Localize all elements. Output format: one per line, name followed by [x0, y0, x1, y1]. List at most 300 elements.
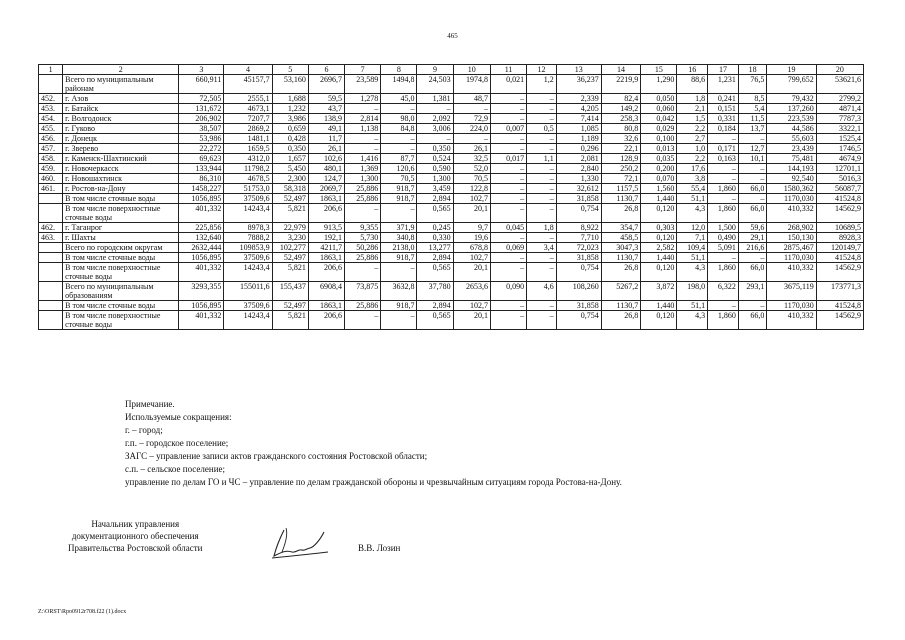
value-cell: 0,120: [641, 233, 677, 243]
value-cell: 206,6: [308, 204, 344, 223]
value-cell: 340,8: [381, 233, 417, 243]
value-cell: –: [527, 311, 557, 330]
value-cell: 2,894: [417, 301, 453, 311]
signatory-title: [68, 518, 202, 554]
value-cell: 1974,8: [453, 75, 490, 94]
value-cell: 1863,1: [308, 194, 344, 204]
value-cell: 198,0: [677, 282, 708, 301]
value-cell: 0,017: [490, 154, 526, 164]
value-cell: –: [490, 194, 526, 204]
value-cell: 4,6: [527, 282, 557, 301]
value-cell: 0,029: [641, 124, 677, 134]
value-cell: 11798,2: [224, 164, 272, 174]
table-row: [39, 94, 864, 104]
row-label-cell: В том числе сточные воды: [63, 301, 179, 311]
row-number-cell: [39, 311, 63, 330]
row-label-cell: В том числе поверхностные сточные воды: [63, 204, 179, 223]
value-cell: 0,021: [490, 75, 526, 94]
value-cell: 3,4: [527, 243, 557, 253]
value-cell: 0,042: [641, 114, 677, 124]
row-label-cell: г. Донецк: [63, 134, 179, 144]
value-cell: 3,459: [417, 184, 453, 194]
handwritten-signature: [262, 522, 332, 566]
value-cell: 1863,1: [308, 253, 344, 263]
value-cell: 1,440: [641, 301, 677, 311]
value-cell: 0,565: [417, 263, 453, 282]
value-cell: –: [381, 311, 417, 330]
value-cell: 102,277: [272, 243, 308, 253]
value-cell: 26,1: [308, 144, 344, 154]
value-cell: 53,986: [179, 134, 224, 144]
value-cell: 10,1: [738, 154, 767, 164]
file-path-footer: Z:\ORST\Rpo0912r708.f22 (1).docx: [38, 609, 127, 615]
value-cell: –: [381, 263, 417, 282]
value-cell: 678,8: [453, 243, 490, 253]
value-cell: 120149,7: [816, 243, 863, 253]
table-row: [39, 311, 864, 330]
value-cell: 25,886: [345, 301, 381, 311]
value-cell: –: [490, 301, 526, 311]
value-cell: 52,497: [272, 253, 308, 263]
value-cell: 8928,3: [816, 233, 863, 243]
value-cell: 23,589: [345, 75, 381, 94]
value-cell: –: [417, 104, 453, 114]
value-cell: 1,657: [272, 154, 308, 164]
row-number-cell: 456.: [39, 134, 63, 144]
value-cell: 2,300: [272, 174, 308, 184]
value-cell: –: [490, 311, 526, 330]
value-cell: 1130,7: [601, 301, 640, 311]
value-cell: 206,6: [308, 263, 344, 282]
value-cell: 32,612: [556, 184, 601, 194]
value-cell: 1,300: [345, 174, 381, 184]
value-cell: 913,5: [308, 223, 344, 233]
data-table: [38, 64, 864, 330]
row-number-cell: 455.: [39, 124, 63, 134]
value-cell: 2,840: [556, 164, 601, 174]
value-cell: 0,241: [708, 94, 739, 104]
value-cell: –: [527, 233, 557, 243]
table-row: [39, 233, 864, 243]
value-cell: 51,1: [677, 194, 708, 204]
value-cell: 149,2: [601, 104, 640, 114]
value-cell: 1,860: [708, 204, 739, 223]
value-cell: 1,1: [527, 154, 557, 164]
value-cell: 66,0: [738, 204, 767, 223]
row-label-cell: г. Каменск-Шахтинский: [63, 154, 179, 164]
value-cell: –: [490, 104, 526, 114]
value-cell: –: [345, 134, 381, 144]
row-number-cell: 461.: [39, 184, 63, 194]
value-cell: 7888,2: [224, 233, 272, 243]
value-cell: –: [708, 164, 739, 174]
value-cell: 1130,7: [601, 194, 640, 204]
value-cell: 1,416: [345, 154, 381, 164]
value-cell: 410,332: [767, 204, 816, 223]
value-cell: –: [708, 253, 739, 263]
value-cell: 4673,1: [224, 104, 272, 114]
note-line: ЗАГС – управление записи актов гражданского состояния Ростовской области;: [125, 451, 428, 461]
row-number-cell: 452.: [39, 94, 63, 104]
row-label-cell: В том числе сточные воды: [63, 194, 179, 204]
value-cell: 52,497: [272, 194, 308, 204]
value-cell: 12,0: [677, 223, 708, 233]
value-cell: 22,1: [601, 144, 640, 154]
value-cell: 102,7: [453, 194, 490, 204]
value-cell: 410,332: [767, 311, 816, 330]
value-cell: 66,0: [738, 184, 767, 194]
value-cell: 0,331: [708, 114, 739, 124]
row-label-cell: В том числе сточные воды: [63, 253, 179, 263]
value-cell: 410,332: [767, 263, 816, 282]
note-line: с.п. – сельское поселение;: [125, 464, 226, 474]
value-cell: 32,5: [453, 154, 490, 164]
value-cell: 0,035: [641, 154, 677, 164]
value-cell: –: [527, 194, 557, 204]
value-cell: 918,7: [381, 253, 417, 263]
value-cell: 1746,5: [816, 144, 863, 154]
value-cell: 1,085: [556, 124, 601, 134]
value-cell: 155011,6: [224, 282, 272, 301]
table-row: [39, 174, 864, 184]
value-cell: 3675,119: [767, 282, 816, 301]
value-cell: 75,481: [767, 154, 816, 164]
value-cell: 12701,1: [816, 164, 863, 174]
column-number-cell: 3: [179, 65, 224, 75]
value-cell: 1,440: [641, 194, 677, 204]
value-cell: –: [453, 134, 490, 144]
value-cell: 2,582: [641, 243, 677, 253]
table-row: [39, 124, 864, 134]
value-cell: 216,6: [738, 243, 767, 253]
value-cell: 120,6: [381, 164, 417, 174]
value-cell: 150,130: [767, 233, 816, 243]
column-number-cell: 8: [381, 65, 417, 75]
value-cell: 3,230: [272, 233, 308, 243]
value-cell: 1,8: [527, 223, 557, 233]
value-cell: 3322,1: [816, 124, 863, 134]
value-cell: –: [738, 194, 767, 204]
value-cell: –: [490, 144, 526, 154]
table-row: [39, 114, 864, 124]
value-cell: 51,1: [677, 301, 708, 311]
value-cell: 14562,9: [816, 204, 863, 223]
value-cell: 0,045: [490, 223, 526, 233]
value-cell: –: [490, 253, 526, 263]
value-cell: 137,260: [767, 104, 816, 114]
value-cell: 84,8: [381, 124, 417, 134]
value-cell: 1,369: [345, 164, 381, 174]
value-cell: 109853,9: [224, 243, 272, 253]
value-cell: 2555,1: [224, 94, 272, 104]
value-cell: 53621,6: [816, 75, 863, 94]
value-cell: 1,300: [417, 174, 453, 184]
value-cell: 0,659: [272, 124, 308, 134]
value-cell: 1481,1: [224, 134, 272, 144]
table-row: [39, 104, 864, 114]
value-cell: 14562,9: [816, 311, 863, 330]
value-cell: 132,640: [179, 233, 224, 243]
value-cell: 87,7: [381, 154, 417, 164]
value-cell: 37509,6: [224, 253, 272, 263]
value-cell: 4,3: [677, 263, 708, 282]
value-cell: –: [738, 134, 767, 144]
column-number-cell: 16: [677, 65, 708, 75]
value-cell: 1494,8: [381, 75, 417, 94]
value-cell: –: [345, 144, 381, 154]
value-cell: –: [527, 253, 557, 263]
value-cell: 8,5: [738, 94, 767, 104]
value-cell: –: [738, 253, 767, 263]
value-cell: 52,0: [453, 164, 490, 174]
value-cell: 19,6: [453, 233, 490, 243]
value-cell: 0,007: [490, 124, 526, 134]
value-cell: 401,332: [179, 204, 224, 223]
value-cell: 88,6: [677, 75, 708, 94]
value-cell: –: [490, 233, 526, 243]
value-cell: 131,672: [179, 104, 224, 114]
value-cell: 3,872: [641, 282, 677, 301]
row-label-cell: г. Ростов-на-Дону: [63, 184, 179, 194]
value-cell: 1157,5: [601, 184, 640, 194]
value-cell: 20,1: [453, 311, 490, 330]
column-number-cell: 17: [708, 65, 739, 75]
value-cell: –: [527, 144, 557, 154]
signatory-title-line: документационного обеспечения: [71, 531, 199, 541]
column-number-cell: 4: [224, 65, 272, 75]
value-cell: –: [490, 94, 526, 104]
value-cell: 82,4: [601, 94, 640, 104]
row-number-cell: [39, 204, 63, 223]
value-cell: 258,3: [601, 114, 640, 124]
value-cell: 51753,0: [224, 184, 272, 194]
value-cell: –: [527, 204, 557, 223]
value-cell: 4,3: [677, 204, 708, 223]
value-cell: 72,9: [453, 114, 490, 124]
value-cell: 23,439: [767, 144, 816, 154]
value-cell: 55,4: [677, 184, 708, 194]
value-cell: 2,894: [417, 253, 453, 263]
row-label-cell: г. Новочеркасск: [63, 164, 179, 174]
table-row: [39, 75, 864, 94]
value-cell: 1,189: [556, 134, 601, 144]
row-label-cell: г. Батайск: [63, 104, 179, 114]
value-cell: 52,497: [272, 301, 308, 311]
table-row: [39, 282, 864, 301]
value-cell: 0,151: [708, 104, 739, 114]
value-cell: 0,050: [641, 94, 677, 104]
value-cell: –: [708, 174, 739, 184]
value-cell: 26,8: [601, 263, 640, 282]
value-cell: 73,875: [345, 282, 381, 301]
value-cell: –: [527, 134, 557, 144]
value-cell: 0,754: [556, 204, 601, 223]
row-label-cell: Всего по муниципальным районам: [63, 75, 179, 94]
value-cell: 14243,4: [224, 263, 272, 282]
value-cell: 1,2: [527, 75, 557, 94]
column-number-cell: 14: [601, 65, 640, 75]
value-cell: –: [527, 104, 557, 114]
value-cell: 0,754: [556, 311, 601, 330]
row-number-cell: 454.: [39, 114, 63, 124]
value-cell: 37509,6: [224, 301, 272, 311]
value-cell: 0,590: [417, 164, 453, 174]
value-cell: –: [490, 134, 526, 144]
value-cell: 25,886: [345, 184, 381, 194]
value-cell: 70,5: [381, 174, 417, 184]
value-cell: 0,350: [417, 144, 453, 154]
value-cell: 1,278: [345, 94, 381, 104]
value-cell: 22,979: [272, 223, 308, 233]
value-cell: 480,1: [308, 164, 344, 174]
value-cell: 5,730: [345, 233, 381, 243]
value-cell: 1,381: [417, 94, 453, 104]
value-cell: 43,7: [308, 104, 344, 114]
value-cell: 22,272: [179, 144, 224, 154]
note-line: Используемые сокращения:: [125, 412, 232, 422]
value-cell: 102,6: [308, 154, 344, 164]
value-cell: 45157,7: [224, 75, 272, 94]
value-cell: 0,565: [417, 311, 453, 330]
value-cell: 109,4: [677, 243, 708, 253]
value-cell: –: [381, 104, 417, 114]
value-cell: –: [417, 134, 453, 144]
value-cell: 48,7: [453, 94, 490, 104]
value-cell: 918,7: [381, 184, 417, 194]
value-cell: –: [527, 94, 557, 104]
value-cell: 0,090: [490, 282, 526, 301]
value-cell: 0,524: [417, 154, 453, 164]
value-cell: 13,7: [738, 124, 767, 134]
value-cell: 45,0: [381, 94, 417, 104]
value-cell: 7,1: [677, 233, 708, 243]
value-cell: 7,710: [556, 233, 601, 243]
value-cell: 6908,4: [308, 282, 344, 301]
row-label-cell: В том числе поверхностные сточные воды: [63, 311, 179, 330]
note-line: г. – город;: [125, 425, 163, 435]
value-cell: 98,0: [381, 114, 417, 124]
value-cell: 41524,8: [816, 253, 863, 263]
value-cell: 0,428: [272, 134, 308, 144]
value-cell: 92,540: [767, 174, 816, 184]
value-cell: 70,5: [453, 174, 490, 184]
value-cell: 122,8: [453, 184, 490, 194]
row-number-cell: [39, 75, 63, 94]
value-cell: 1,560: [641, 184, 677, 194]
value-cell: 5,091: [708, 243, 739, 253]
value-cell: 0,184: [708, 124, 739, 134]
value-cell: 3,006: [417, 124, 453, 134]
value-cell: –: [527, 164, 557, 174]
table-row: [39, 144, 864, 154]
value-cell: –: [738, 301, 767, 311]
value-cell: 155,437: [272, 282, 308, 301]
value-cell: 138,9: [308, 114, 344, 124]
value-cell: 37,780: [417, 282, 453, 301]
value-cell: 0,303: [641, 223, 677, 233]
value-cell: 108,260: [556, 282, 601, 301]
value-cell: 2,814: [345, 114, 381, 124]
value-cell: 1580,362: [767, 184, 816, 194]
value-cell: 2875,467: [767, 243, 816, 253]
value-cell: 5267,2: [601, 282, 640, 301]
row-number-cell: [39, 263, 63, 282]
value-cell: –: [381, 144, 417, 154]
value-cell: 4678,5: [224, 174, 272, 184]
value-cell: 1863,1: [308, 301, 344, 311]
column-number-cell: 2: [63, 65, 179, 75]
value-cell: 0,060: [641, 104, 677, 114]
value-cell: 3,986: [272, 114, 308, 124]
value-cell: 6,322: [708, 282, 739, 301]
column-number-cell: 13: [556, 65, 601, 75]
value-cell: 3293,355: [179, 282, 224, 301]
value-cell: 72,023: [556, 243, 601, 253]
value-cell: 0,245: [417, 223, 453, 233]
value-cell: –: [381, 204, 417, 223]
notes-section: [125, 398, 622, 489]
value-cell: 2,2: [677, 124, 708, 134]
value-cell: –: [490, 263, 526, 282]
value-cell: 2138,0: [381, 243, 417, 253]
value-cell: 1,500: [708, 223, 739, 233]
value-cell: 20,1: [453, 204, 490, 223]
row-label-cell: г. Волгодонск: [63, 114, 179, 124]
value-cell: 25,886: [345, 194, 381, 204]
value-cell: 12,7: [738, 144, 767, 154]
column-number-cell: 19: [767, 65, 816, 75]
row-label-cell: г. Таганрог: [63, 223, 179, 233]
value-cell: –: [381, 134, 417, 144]
value-cell: 51,1: [677, 253, 708, 263]
value-cell: 31,858: [556, 301, 601, 311]
value-cell: 1659,5: [224, 144, 272, 154]
value-cell: 102,7: [453, 253, 490, 263]
value-cell: 86,310: [179, 174, 224, 184]
table-row: [39, 134, 864, 144]
value-cell: 4871,4: [816, 104, 863, 114]
row-label-cell: г. Азов: [63, 94, 179, 104]
value-cell: 3047,3: [601, 243, 640, 253]
note-line: г.п. – городское поселение;: [125, 438, 229, 448]
value-cell: 17,6: [677, 164, 708, 174]
value-cell: 3,8: [677, 174, 708, 184]
value-cell: 1,860: [708, 184, 739, 194]
value-cell: 37509,6: [224, 194, 272, 204]
table-row: [39, 184, 864, 194]
value-cell: 128,9: [601, 154, 640, 164]
value-cell: 2,092: [417, 114, 453, 124]
value-cell: 1,231: [708, 75, 739, 94]
value-cell: 5,821: [272, 263, 308, 282]
value-cell: 59,5: [308, 94, 344, 104]
value-cell: 0,070: [641, 174, 677, 184]
row-number-cell: [39, 253, 63, 263]
value-cell: 13,277: [417, 243, 453, 253]
value-cell: 1056,895: [179, 301, 224, 311]
row-label-cell: Всего по городским округам: [63, 243, 179, 253]
value-cell: –: [453, 104, 490, 114]
value-cell: 1,138: [345, 124, 381, 134]
value-cell: 14243,4: [224, 204, 272, 223]
value-cell: –: [345, 204, 381, 223]
column-number-cell: 12: [527, 65, 557, 75]
value-cell: 206,902: [179, 114, 224, 124]
value-cell: 1,688: [272, 94, 308, 104]
value-cell: 38,507: [179, 124, 224, 134]
value-cell: 2799,2: [816, 94, 863, 104]
value-cell: 0,565: [417, 204, 453, 223]
